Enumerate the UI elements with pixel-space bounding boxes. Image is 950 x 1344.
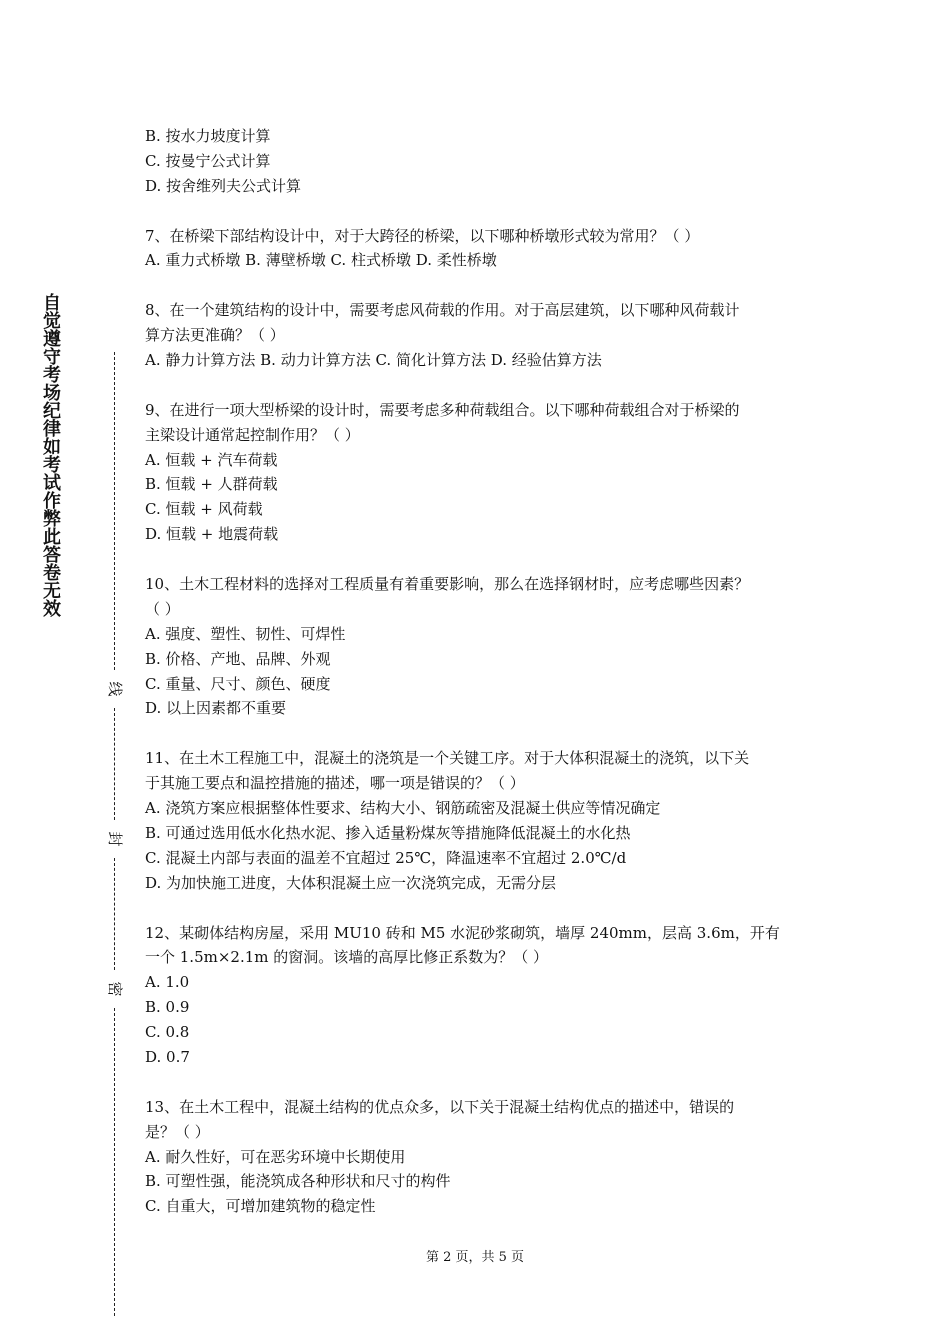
answer-option: D. 0.7 bbox=[145, 1047, 190, 1066]
question-stem-line: 于其施工要点和温控措施的描述，哪一项是错误的？（ ） bbox=[145, 774, 525, 793]
question-gap bbox=[145, 547, 815, 572]
question-gap bbox=[145, 896, 815, 921]
answer-option: A. 强度、塑性、韧性、可焊性 bbox=[145, 624, 346, 643]
answer-option: B. 按水力坡度计算 bbox=[145, 127, 271, 145]
question-gap bbox=[145, 199, 815, 224]
question-stem-line: 13、在土木工程中，混凝土结构的优点众多，以下关于混凝土结构优点的描述中，错误的 bbox=[145, 1097, 735, 1116]
question-block bbox=[145, 572, 815, 721]
answer-option: A. 1.0 bbox=[145, 973, 190, 992]
binding-label-seal: 封 bbox=[106, 831, 124, 847]
answer-option: D. 恒载 + 地震荷载 bbox=[145, 525, 279, 544]
binding-dashed-line bbox=[114, 352, 115, 670]
question-stem-line: 是？（ ） bbox=[145, 1122, 210, 1141]
answer-option: C. 重量、尺寸、颜色、硬度 bbox=[145, 674, 331, 693]
binding-dashed-line bbox=[114, 1008, 115, 1316]
answer-option: A. 重力式桥墩 B. 薄壁桥墩 C. 柱式桥墩 D. 柔性桥墩 bbox=[145, 251, 497, 270]
page-number: 第 2 页，共 5 页 bbox=[425, 1250, 525, 1265]
answer-option: B. 可通过选用低水化热水泥、掺入适量粉煤灰等措施降低混凝土的水化热 bbox=[145, 823, 631, 842]
question-gap bbox=[145, 373, 815, 398]
answer-option: D. 以上因素都不重要 bbox=[145, 699, 287, 718]
question-block bbox=[145, 124, 815, 199]
answer-option: A. 恒载 + 汽车荷载 bbox=[145, 450, 278, 469]
binding-dashed-line bbox=[114, 708, 115, 820]
question-stem-line: 一个 1.5m×2.1m 的窗洞。该墙的高厚比修正系数为？（ ） bbox=[145, 948, 549, 967]
binding-dashed-line bbox=[114, 858, 115, 970]
question-stem-line: 10、土木工程材料的选择对工程质量有着重要影响，那么在选择钢材时，应考虑哪些因素？ bbox=[145, 575, 750, 594]
question-block bbox=[145, 921, 815, 1070]
question-stem-line: （ ） bbox=[145, 599, 180, 618]
question-block bbox=[145, 746, 815, 895]
question-stem-line: 11、在土木工程施工中，混凝土的浇筑是一个关键工序。对于大体积混凝土的浇筑，以下关 bbox=[145, 749, 750, 768]
answer-option: C. 混凝土内部与表面的温差不宜超过 25℃，降温速率不宜超过 2.0℃/d bbox=[145, 848, 627, 867]
question-block bbox=[145, 1095, 815, 1219]
question-stem-line: 算方法更准确？（ ） bbox=[145, 326, 285, 345]
answer-option: B. 0.9 bbox=[145, 998, 190, 1017]
question-block bbox=[145, 398, 815, 547]
question-list bbox=[145, 124, 815, 1219]
question-stem-line: 7、在桥梁下部结构设计中，对于大跨径的桥梁，以下哪种桥墩形式较为常用？（ ） bbox=[145, 226, 700, 245]
answer-option: D. 为加快施工进度，大体积混凝土应一次浇筑完成，无需分层 bbox=[145, 873, 557, 892]
answer-option: A. 静力计算方法 B. 动力计算方法 C. 简化计算方法 D. 经验估算方法 bbox=[145, 351, 602, 370]
question-block bbox=[145, 298, 815, 373]
answer-option: C. 恒载 + 风荷载 bbox=[145, 500, 263, 519]
question-gap bbox=[145, 721, 815, 746]
answer-option: B. 恒载 + 人群荷载 bbox=[145, 475, 278, 494]
answer-option: C. 0.8 bbox=[145, 1023, 190, 1042]
question-stem-line: 主梁设计通常起控制作用？（ ） bbox=[145, 425, 360, 444]
answer-option: C. 自重大，可增加建筑物的稳定性 bbox=[145, 1197, 376, 1216]
binding-label-line: 线 bbox=[106, 681, 124, 697]
question-stem-line: 8、在一个建筑结构的设计中，需要考虑风荷载的作用。对于高层建筑，以下哪种风荷载计 bbox=[145, 301, 740, 320]
answer-option: D. 按舍维列夫公式计算 bbox=[145, 176, 302, 195]
question-gap bbox=[145, 1070, 815, 1095]
answer-option: A. 耐久性好，可在恶劣环境中长期使用 bbox=[145, 1147, 406, 1166]
answer-option: A. 浇筑方案应根据整体性要求、结构大小、钢筋疏密及混凝土供应等情况确定 bbox=[145, 799, 661, 818]
answer-option: B. 可塑性强，能浇筑成各种形状和尺寸的构件 bbox=[145, 1172, 451, 1191]
exam-discipline-warning: 自觉遵守考场纪律如考试作弊此答卷无效 bbox=[40, 293, 61, 617]
answer-option: C. 按曼宁公式计算 bbox=[145, 151, 271, 170]
question-stem-line: 9、在进行一项大型桥梁的设计时，需要考虑多种荷载组合。以下哪种荷载组合对于桥梁的 bbox=[145, 400, 740, 419]
question-gap bbox=[145, 273, 815, 298]
question-block bbox=[145, 224, 815, 274]
answer-option: B. 价格、产地、品牌、外观 bbox=[145, 649, 331, 668]
question-stem-line: 12、某砌体结构房屋，采用 MU10 砖和 M5 水泥砂浆砌筑，墙厚 240mm，层高 3.6m，开有 bbox=[145, 923, 780, 942]
binding-label-secret: 密 bbox=[106, 981, 124, 997]
